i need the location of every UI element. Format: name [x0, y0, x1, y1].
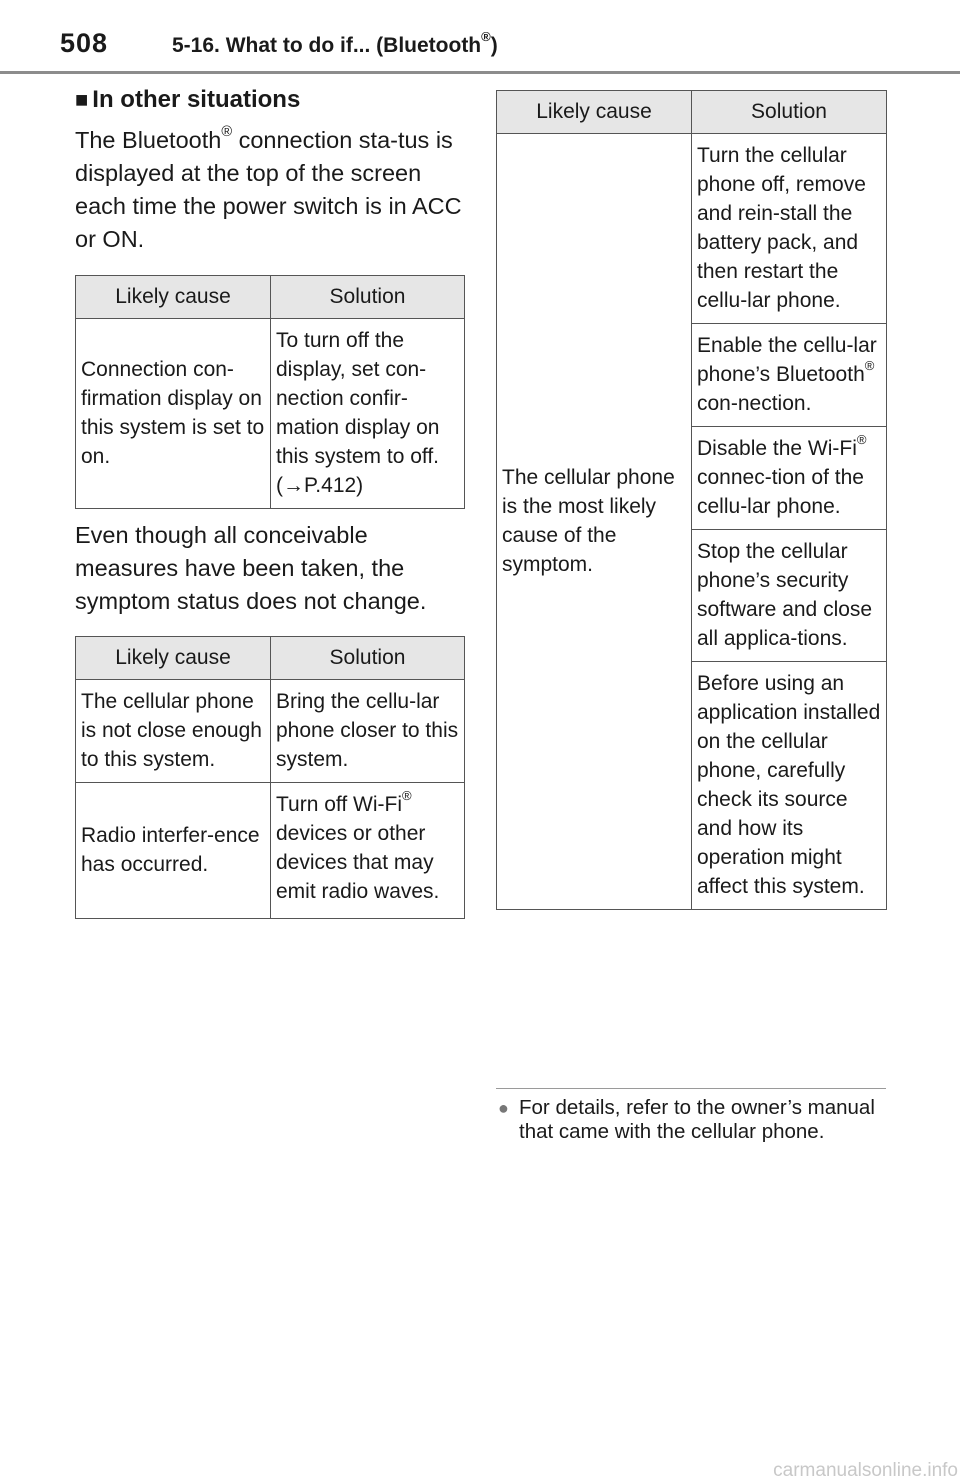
- square-bullet-icon: ■: [75, 87, 89, 112]
- solution-cell: Turn off Wi-Fi® devices or other devices that may emit radio waves.: [271, 783, 465, 919]
- watermark: carmanualsonline.info: [773, 1460, 958, 1481]
- solution-cell: Bring the cellu-lar phone closer to this system.: [271, 680, 465, 783]
- page-reference: P.412): [304, 474, 364, 497]
- solution-cell: Stop the cellular phone’s security software and close all applica-tions.: [692, 530, 887, 662]
- section-heading: ■ In other situations: [75, 86, 301, 113]
- solution-cell: Before using an application installed on the cellular phone, carefully check its source and how its operation might affect this system.: [692, 662, 887, 910]
- note-text: For details, refer to the owner’s manual that came with the cellular phone.: [519, 1096, 875, 1143]
- circle-bullet-icon: ●: [498, 1098, 509, 1118]
- page-number: 508: [60, 28, 109, 58]
- solution-cell: Turn the cellular phone off, remove and rein-stall the battery pack, and then restart the cellu-lar phone.: [692, 134, 887, 324]
- column-header-solution: Solution: [692, 91, 887, 134]
- column-header-solution: Solution: [271, 276, 465, 319]
- page-header: [0, 0, 960, 78]
- likely-cause-cell: Connection con-firmation display on this system is set to on.: [76, 319, 271, 509]
- likely-cause-cell: The cellular phone is not close enough to this system.: [76, 680, 271, 783]
- right-column: [496, 90, 886, 910]
- column-header-likely-cause: Likely cause: [76, 276, 271, 319]
- column-header-likely-cause: Likely cause: [76, 637, 271, 680]
- column-header-solution: Solution: [271, 637, 465, 680]
- solution-cell: Disable the Wi-Fi® connec-tion of the cellu-lar phone.: [692, 427, 887, 530]
- table-cellular-phone-cause: [496, 90, 887, 910]
- measures-paragraph: Even though all conceivable measures have been taken, the symptom status does not change.: [75, 522, 427, 614]
- table-connection-display: [75, 275, 465, 509]
- table-row: [76, 783, 465, 919]
- column-header-likely-cause: Likely cause: [497, 91, 692, 134]
- table-row: [497, 134, 887, 324]
- note: [498, 1096, 888, 1144]
- note-divider: [496, 1088, 886, 1089]
- likely-cause-cell: The cellular phone is the most likely cause of the symptom.: [497, 134, 692, 910]
- left-column: [75, 86, 467, 919]
- likely-cause-cell: Radio interfer-ence has occurred.: [76, 783, 271, 919]
- intro-paragraph: The Bluetooth® connection sta-tus is displayed at the top of the screen each time the power switch is in ACC or ON.: [75, 123, 462, 252]
- solution-cell: To turn off the display, set con-nection confir-mation display on this system to off. (→P.412): [271, 319, 465, 509]
- header-rule: [0, 71, 960, 74]
- solution-cell: Enable the cellu-lar phone’s Bluetooth® con-nection.: [692, 324, 887, 427]
- table-row: [76, 319, 465, 509]
- section-title: 5-16. What to do if... (Bluetooth®): [172, 28, 498, 57]
- table-symptom-unchanged: [75, 636, 465, 919]
- table-row: [76, 680, 465, 783]
- page-reference-arrow-icon: →: [283, 474, 304, 497]
